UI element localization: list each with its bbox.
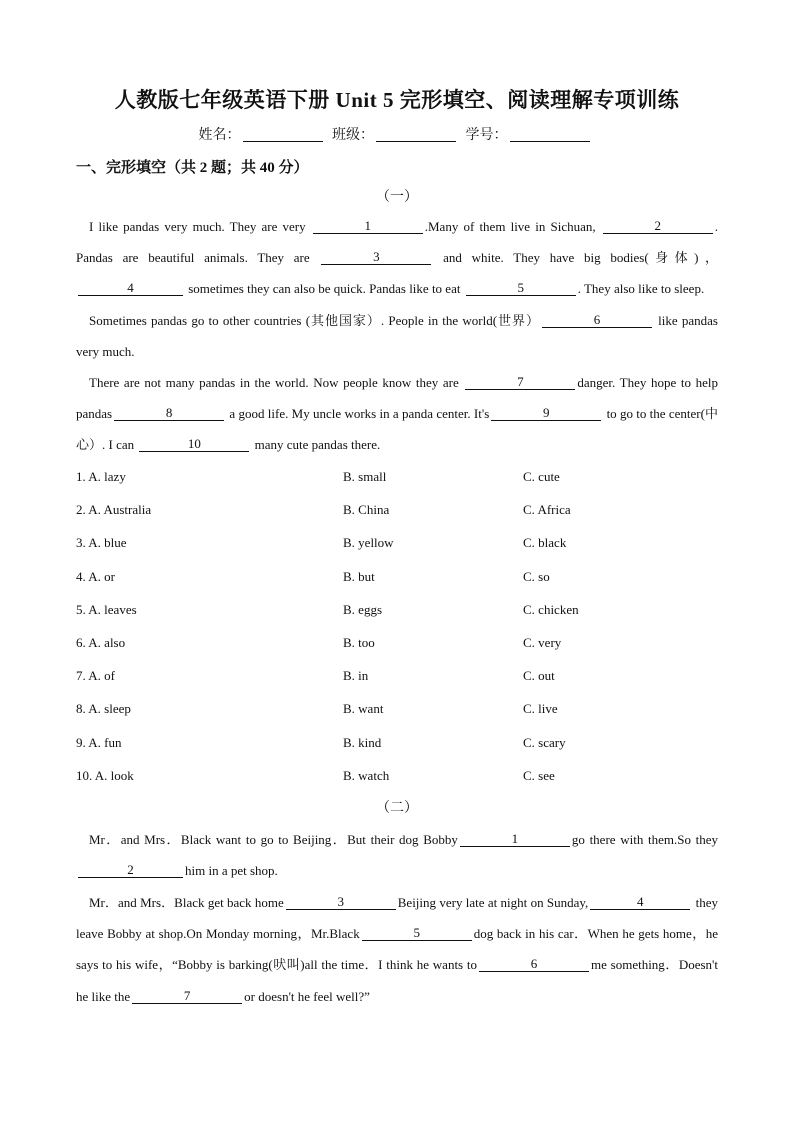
option-c: C. scary xyxy=(523,734,566,750)
option-c: C. chicken xyxy=(523,601,579,617)
option-c: C. Africa xyxy=(523,502,571,518)
text: There are not many pandas in the world. Now people know they are xyxy=(89,375,464,390)
class-field[interactable] xyxy=(376,127,456,142)
blank-4: 4 xyxy=(78,280,183,296)
option-c: C. live xyxy=(523,701,558,717)
passage-1-paragraph-2 xyxy=(76,305,718,367)
text: Beijing very late at night on Sunday, xyxy=(397,895,589,910)
section-heading: 一、完形填空（共 2 题；共 40 分） xyxy=(76,160,309,176)
text: and white. They have big bodies(身体)， xyxy=(433,250,718,266)
option-a: 10. A. look xyxy=(76,767,134,783)
text: a good life. My uncle works in a panda center. It's xyxy=(226,406,490,422)
text: I like pandas very much. They are very xyxy=(89,219,311,234)
option-b: B. but xyxy=(343,568,375,584)
option-row xyxy=(76,763,718,796)
option-row xyxy=(76,530,718,563)
option-b: B. China xyxy=(343,502,390,518)
option-b: B. too xyxy=(343,634,375,650)
blank-2: 2 xyxy=(78,862,183,878)
option-b: B. eggs xyxy=(343,601,382,617)
text: Mr．and Mrs．Black want to go to Beijing．But their dog Bobby xyxy=(89,832,458,847)
text: or doesn't he feel well?” xyxy=(244,988,370,1004)
text: Mr．and Mrs．Black get back home xyxy=(89,895,284,910)
option-b: B. small xyxy=(343,469,387,484)
option-c: C. cute xyxy=(523,469,560,484)
text: . Pandas are beautiful animals. They are xyxy=(76,219,718,266)
option-a: 1. A. lazy xyxy=(76,469,126,484)
option-a: 2. A. Australia xyxy=(76,502,152,518)
name-field[interactable] xyxy=(243,127,323,142)
passage-2-paragraph-2 xyxy=(76,887,718,1012)
answer-options xyxy=(76,464,718,796)
text: . They also like to sleep. xyxy=(577,281,705,297)
option-a: 5. A. leaves xyxy=(76,601,137,617)
text: danger. They hope to help pandas xyxy=(76,375,718,422)
blank-8: 8 xyxy=(114,405,224,421)
blank-1: 1 xyxy=(313,218,423,234)
option-row xyxy=(76,730,718,763)
option-row xyxy=(76,663,718,696)
option-row xyxy=(76,630,718,663)
passage-1-paragraph-1 xyxy=(76,211,718,305)
option-a: 4. A. or xyxy=(76,568,115,584)
option-b: B. watch xyxy=(343,767,390,783)
class-label: 班级： xyxy=(332,128,374,143)
blank-5: 5 xyxy=(362,925,472,941)
blank-3: 3 xyxy=(286,894,396,910)
option-b: B. kind xyxy=(343,734,382,750)
blank-9: 9 xyxy=(491,405,601,421)
passage-2-heading: （二） xyxy=(376,801,418,816)
id-label: 学号： xyxy=(465,128,508,143)
passage-2-paragraph-1 xyxy=(76,824,718,886)
option-a: 9. A. fun xyxy=(76,734,122,750)
text: to go to the center(中心）. I can xyxy=(76,406,718,453)
option-c: C. see xyxy=(523,767,555,783)
blank-6: 6 xyxy=(479,956,589,972)
option-a: 3. A. blue xyxy=(76,535,127,551)
blank-4: 4 xyxy=(590,894,690,910)
text: me something．Doesn't he like the xyxy=(76,957,719,1004)
blank-7: 7 xyxy=(465,374,575,390)
blank-7: 7 xyxy=(132,988,242,1004)
text: go there with them.So they xyxy=(571,832,718,847)
text: him in a pet shop. xyxy=(185,863,278,879)
text: they leave Bobby at shop.On Monday morning，Mr.Black xyxy=(76,895,718,942)
option-b: B. yellow xyxy=(343,535,394,551)
passage-1-heading: （一） xyxy=(376,190,418,205)
blank-6: 6 xyxy=(542,312,652,328)
text: .Many of them live in Sichuan, xyxy=(424,219,601,234)
blank-2: 2 xyxy=(603,218,713,234)
text: sometimes they can also be quick. Pandas like to eat xyxy=(185,281,464,297)
blank-10: 10 xyxy=(139,436,249,452)
text: many cute pandas there. xyxy=(251,437,381,453)
blank-5: 5 xyxy=(466,280,576,296)
option-row xyxy=(76,597,718,630)
option-row xyxy=(76,497,718,530)
option-c: C. out xyxy=(523,668,555,684)
text: dog back in his car．When he gets home，he says to his wife，“Bobby is barking(吠叫)all the time．I think he wants to xyxy=(76,926,718,973)
option-b: B. want xyxy=(343,701,384,717)
blank-1: 1 xyxy=(460,831,570,847)
option-a: 8. A. sleep xyxy=(76,701,131,717)
option-a: 7. A. of xyxy=(76,668,115,684)
text: like pandas very much. xyxy=(76,313,718,360)
student-info-line xyxy=(0,124,794,144)
passage-1-paragraph-3 xyxy=(76,367,718,461)
option-row xyxy=(76,564,718,597)
option-a: 6. A. also xyxy=(76,634,126,650)
page-title: 人教版七年级英语下册 Unit 5 完形填空、阅读理解专项训练 xyxy=(114,88,680,112)
option-b: B. in xyxy=(343,668,369,684)
option-c: C. black xyxy=(523,535,567,551)
id-field[interactable] xyxy=(510,127,590,142)
text: Sometimes pandas go to other countries (其他国家）. People in the world(世界） xyxy=(89,313,540,328)
blank-3: 3 xyxy=(321,249,431,265)
option-c: C. so xyxy=(523,568,550,584)
name-label: 姓名： xyxy=(198,128,241,143)
option-row xyxy=(76,696,718,729)
option-row xyxy=(76,464,718,497)
option-c: C. very xyxy=(523,634,562,650)
